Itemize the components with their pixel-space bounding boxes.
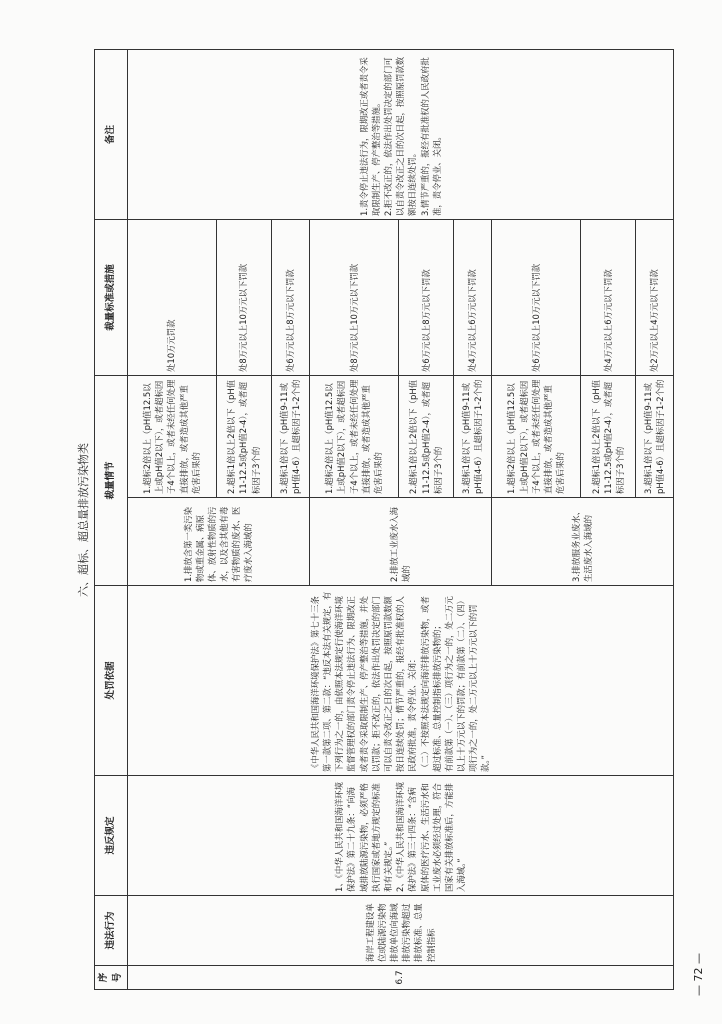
circumstance-cell: 3.超标1倍以下（pH值9-11或pH值4-6）且超标因子1-2个的 (453, 375, 491, 497)
measure-cell: 处8万元以上10万元以下罚款 (309, 219, 398, 375)
circumstance-cell: 3.超标1倍以下（pH值9-11或pH值4-6）且超标因子1-2个的 (635, 375, 673, 497)
header-notes: 备注 (95, 49, 128, 219)
header-basis: 处罚依据 (95, 586, 128, 776)
violation-behavior: 海岸工程建设单位或陆源污染物排放单位向海域排放污染物超过排放标准、总量控制指标 (127, 896, 673, 966)
circumstance-cell: 1.超标2倍以上（pH值12.5以上或pH值2以下），或者超标因子4个以上，或者未经任何处理直接排放，或者造成其他严重危害后果的 (309, 375, 398, 497)
item-number: 6.7 (127, 966, 673, 990)
section-title: 六、超标、超总量排放污染物类 (77, 443, 90, 597)
header-circumstances: 裁量情节 (95, 375, 128, 585)
page-number-text: — 72 — (691, 952, 705, 996)
measure-cell: 处4万元以上6万元以下罚款 (453, 219, 491, 375)
group-label: 1.排放含第一类污染物或重金属、病原体、放射性物质的污水，以及含其他有毒有害物质的废水、医疗废水入海域的 (127, 498, 309, 586)
header-measures: 裁量标准或措施 (95, 219, 128, 375)
measure-cell: 处6万元以上8万元以下罚款 (398, 219, 453, 375)
notes-text: 1.责令停止违法行为，限期改正或者责令采取限制生产、停产整治等措施。 2.拒不改正的，依法作出处罚决定的部门可以自责令改正之日的次日起，按照原罚款数额按日连续处罚。 3.情节严重的，报经有批准权的人民政府批准，责令停业、关闭。 (358, 56, 442, 216)
circumstance-cell: 1.超标2倍以上（pH值12.5以上或pH值2以下），或者超标因子4个以上，或者未经任何处理直接排放，或者造成其他严重危害后果的 (491, 375, 580, 497)
circumstance-cell: 3.超标1倍以下（pH值9-11或pH值4-6）且超标因子1-2个的 (271, 375, 309, 497)
measure-cell: 处8万元以上10万元以下罚款 (216, 219, 271, 375)
header-row (95, 49, 128, 989)
rotated-table-sheet (74, 50, 674, 990)
violated-regulation-text: 1、《中华人民共和国海洋环境保护法》第二十九条：“向海域排放陆源污染物，必须严格执行国家或者地方规定的标准和有关规定。” 2、《中华人民共和国海洋环境保护法》第三十四条：“含病原体的医疗污水、生活污水和工业废水必须经过处理，符合国家有关排放标准后，方能排入海域。” (334, 781, 467, 892)
measure-cell: 处10万元罚款 (127, 219, 216, 375)
measure-cell: 处2万元以上4万元以下罚款 (635, 219, 673, 375)
notes-cell (127, 49, 673, 219)
header-behavior: 违法行为 (95, 896, 128, 966)
header-no: 序号 (95, 966, 128, 990)
measure-cell: 处6万元以上8万元以下罚款 (271, 219, 309, 375)
circumstance-cell: 2.超标1倍以上2倍以下（pH值11-12.5或pH值2-4），或者超标因子3个的 (398, 375, 453, 497)
group-label: 2.排放工业废水入海域的 (309, 498, 491, 586)
violated-regulation (127, 776, 673, 896)
circumstance-cell: 2.超标1倍以上2倍以下（pH值11-12.5或pH值2-4），或者超标因子3个的 (216, 375, 271, 497)
circumstance-cell: 2.超标1倍以上2倍以下（pH值11-12.5或pH值2-4），或者超标因子3个的 (580, 375, 635, 497)
group-label: 3.排放服务业废水、生活废水入海域的 (491, 498, 673, 586)
measure-cell: 处6万元以上10万元以下罚款 (491, 219, 580, 375)
circumstance-cell: 1.超标2倍以上（pH值12.5以上或pH值2以下），或者超标因子4个以上，或者未经任何处理直接排放，或者造成其他严重危害后果的 (127, 375, 216, 497)
measure-cell: 处4万元以上6万元以下罚款 (580, 219, 635, 375)
page-number (688, 944, 708, 1004)
penalty-basis (127, 586, 673, 776)
header-regulation: 违反规定 (95, 776, 128, 896)
table-row (127, 49, 216, 989)
penalty-basis-text: 《中华人民共和国海洋环境保护法》第七十三条第一款第二项、第二款：“违反本法有关规定，有下列行为之一的，由依照本法规定行使海洋环境监督管理权的部门责令停止违法行为、限期改正或者责令采取限制生产、停产整治等措施，并处以罚款；拒不改正的，依法作出处罚决定的部门可以自责令改正之日的次日起，按照原罚款数额按日连续处罚；情节严重的，报经有批准权的人民政府批准，责令停业、关闭： （二）不按照本法规定向海洋排放污染物，或者超过标准、总量控制指标排放污染物的； 有前款第（一）、（三）项行为之一的，处二万元以上十万元以下的罚款；有前款第（二）、（四）项行为之一的，处二万元以上十万元以下的罚款。” (309, 591, 491, 772)
penalty-table (94, 49, 674, 990)
